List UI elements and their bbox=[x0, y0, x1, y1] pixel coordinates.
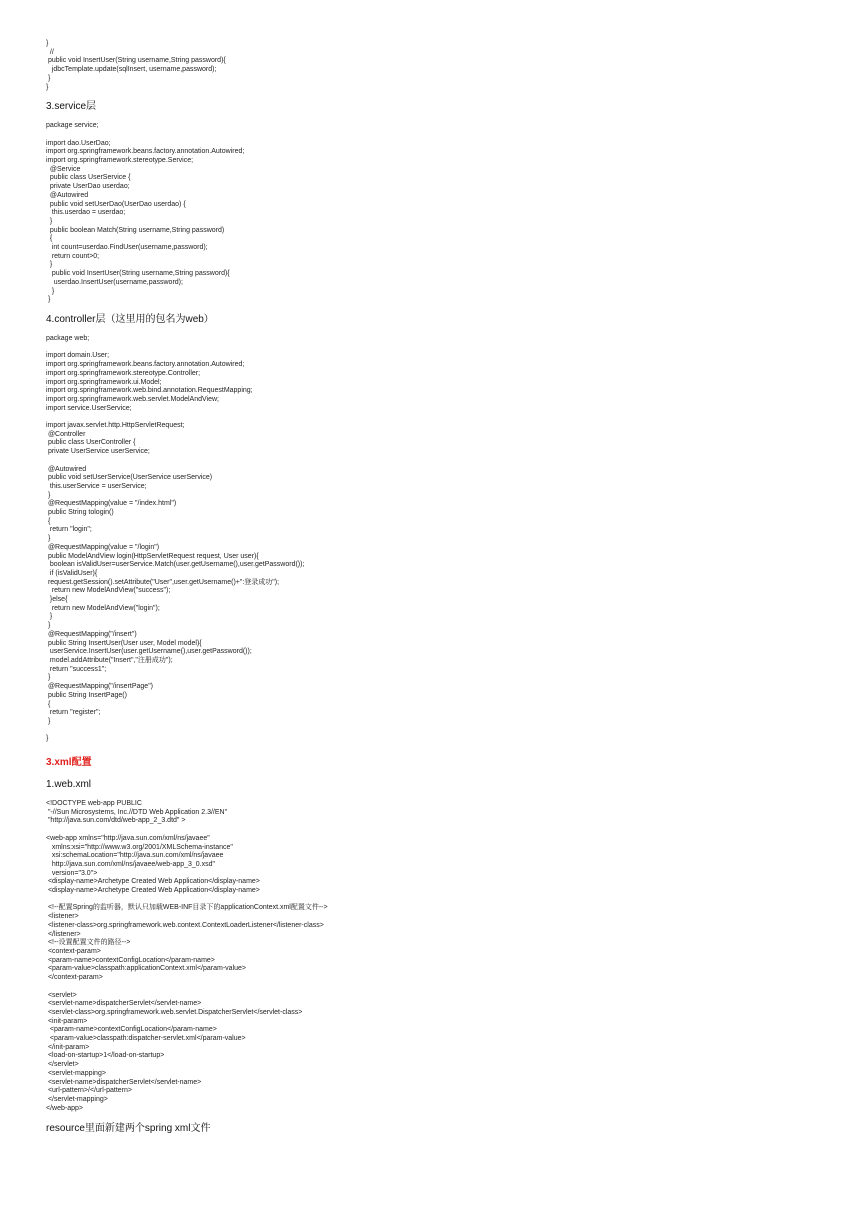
code-block-service: package service; import dao.UserDao; import org.springframework.beans.factory.annotation.Autowired; import org.springframework.stereotype.Service; @Service public class UserService { private UserDao userdao; @Autowired public void setUserDao(UserDao userdao) { this.userdao = userdao; } public boolean Match(String username,String password) { int count=userdao.FindUser(username,password); return count>0; } public void InsertUser(String username,String password){ userdao.InsertUser(username,password); } } bbox=[46, 122, 245, 304]
document-page bbox=[46, 40, 846, 1144]
heading-web-xml: 1.web.xml bbox=[46, 779, 92, 791]
heading-controller-layer: 4.controller层（这里用的包名为web） bbox=[46, 313, 214, 325]
code-block-dao-tail: } // public void InsertUser(String username,String password){ jdbcTemplate.update(sqlInsert, username,password); } } bbox=[46, 40, 226, 91]
heading-resource-files: resource里面新建两个spring xml文件 bbox=[46, 1123, 211, 1135]
heading-service-layer: 3.service层 bbox=[46, 101, 97, 113]
code-block-controller: package web; import domain.User; import org.springframework.beans.factory.annotation.Autowired; import org.springframework.stereotype.Controller; import org.springframework.ui.Model; import org.springframework.web.bind.annotation.RequestMapping; import org.springframework.web.servlet.ModelAndView; import service.UserService; import javax.servlet.http.HttpServletRequest; @Controller public class UserController { private UserService userService; @Autowired public void setUserService(UserService userService) this.userService = userService; } @RequestMapping(value = "/index.html") public String tologin() { return "login"; } @RequestMapping(value = "/login") public ModelAndView login(HttpServletRequest request, User user){ boolean isValidUser=userService.Match(user.getUsername(),user.getPassword()); if (isValidUser){ request.getSession().setAttribute("User",user.getUsername()+":登录成功"); return new ModelAndView("success"); }else{ return new ModelAndView("login"); } } @RequestMapping("/insert") public String InsertUser(User user, Model model){ userService.InsertUser(user.getUsername(),user.getPassword()); model.addAttribute("Insert","注册成功"); return "success1"; } @RequestMapping("/insertPage") public String InsertPage() { return "register"; } } bbox=[46, 334, 305, 743]
code-block-web-xml: <!DOCTYPE web-app PUBLIC "-//Sun Microsystems, Inc.//DTD Web Application 2.3//EN" "http://java.sun.com/dtd/web-app_2_3.dtd" > <web-app xmlns="http://java.sun.com/xml/ns/javaee" xmlns:xsi="http://www.w3.org/2001/XMLSchema-instance" xsi:schemaLocation="http://java.sun.com/xml/ns/javaee http://java.sun.com/xml/ns/javaee/web-app_3_0.xsd" version="3.0"> <display-name>Archetype Created Web Application</display-name> <display-name>Archetype Created Web Application</display-name> <!--配置Spring的监听器，默认只加载WEB-INF目录下的applicationContext.xml配置文件--> <listener> <listener-class>org.springframework.web.context.ContextLoaderListener</listener-class> </listener> <!--设置配置文件的路径--> <context-param> <param-name>contextConfigLocation</param-name> <param-value>classpath:applicationContext.xml</param-value> </context-param> <servlet> <servlet-name>dispatcherServlet</servlet-name> <servlet-class>org.springframework.web.servlet.DispatcherServlet</servlet-class> <init-param> <param-name>contextConfigLocation</param-name> <param-value>classpath:dispatcher-servlet.xml</param-value> </init-param> <load-on-startup>1</load-on-startup> </servlet> <servlet-mapping> <servlet-name>dispatcherServlet</servlet-name> <url-pattern>/</url-pattern> </servlet-mapping> </web-app> bbox=[46, 800, 328, 1112]
heading-xml-config: 3.xml配置 bbox=[46, 757, 92, 769]
